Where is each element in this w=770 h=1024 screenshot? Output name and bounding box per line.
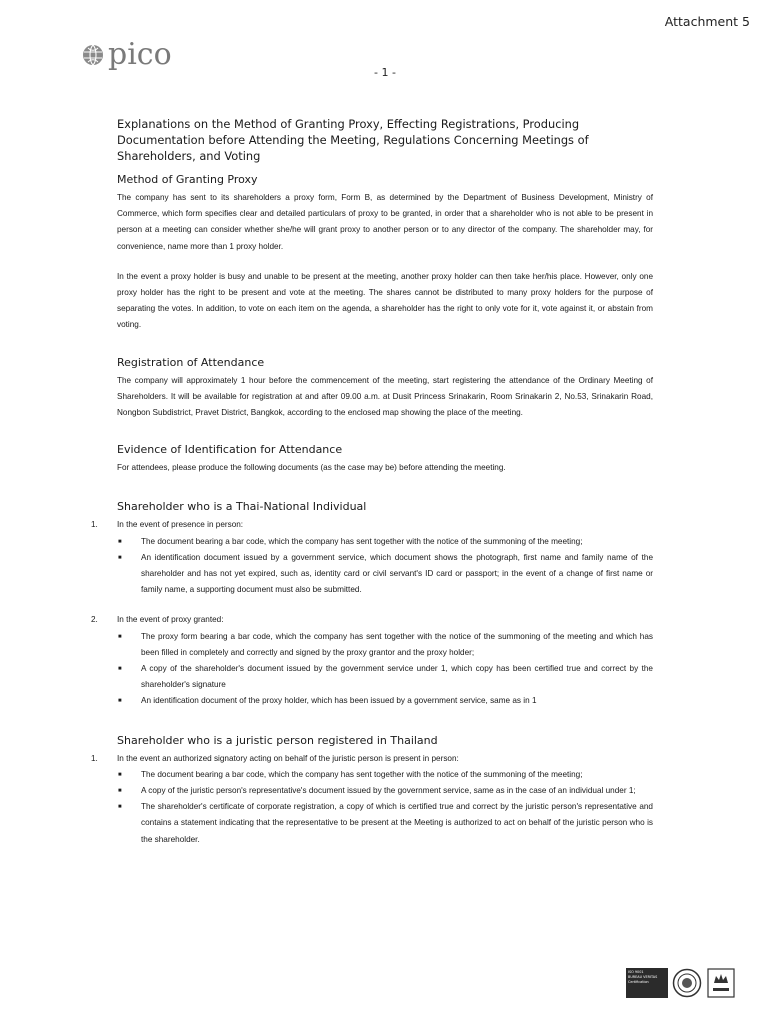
list-item [117, 550, 653, 599]
pico-globe-icon [82, 44, 104, 66]
bureau-veritas-badge [626, 968, 668, 998]
bullet-text: A copy of the juristic person's representative's document issued by the government service, same as in the case of an individual under 1; [141, 786, 636, 796]
bullet-text: A copy of the shareholder's document issued by the government service under 1, which copy has been certified true and correct by the shareholder's signature [141, 664, 653, 690]
list-item [117, 783, 653, 799]
bullet-list [117, 629, 653, 710]
square-bullet-icon: ■ [118, 698, 122, 705]
cert-line-1: ISO 9001 [628, 970, 644, 974]
list-item [117, 534, 653, 550]
item-text: In the event of proxy granted: [117, 615, 224, 625]
bullet-text: The document bearing a bar code, which the company has sent together with the notice of the summoning of the meeting; [141, 769, 583, 779]
registration-paragraph: The company will approximately 1 hour before the commencement of the meeting, start registering the attendance of the Ordinary Meeting of Shareholders. It will be available for registration at and after 09.00 a.m. at Dusit Princess Srinakarin, Room Srinakarin 2, No.53, Srinakarin Road, Nongbon Subdistrict, Pravet District, Bangkok, according to the enclosed map showing the place of the meeting. [117, 375, 653, 418]
item-text: In the event of presence in person: [117, 520, 244, 530]
document-title: Explanations on the Method of Granting Proxy, Effecting Registrations, Producing Documentation before Attending the Meeting, Regulations Concerning Meetings of Shareholders, and Voting [117, 117, 589, 163]
bullet-text: The document bearing a bar code, which the company has sent together with the notice of the summoning of the meeting; [141, 536, 583, 546]
square-bullet-icon: ■ [118, 771, 122, 778]
list-item [117, 693, 653, 709]
square-bullet-icon: ■ [118, 633, 122, 640]
page-number: - 1 - [374, 66, 396, 79]
list-item [117, 629, 653, 661]
bullet-text: The shareholder's certificate of corporate registration, a copy of which is certified true and correct by the juristic person's representative and contains a statement indicating that the representative to be present at the Meeting is authorized to act on behalf of the juristic person who is the shareholder. [141, 802, 653, 844]
thai-individual-heading: Shareholder who is a Thai-National Individual [117, 500, 367, 514]
list-item [117, 661, 653, 693]
bullet-list [117, 534, 653, 599]
evidence-heading: Evidence of Identification for Attendance [117, 443, 343, 457]
proxy-paragraph-1: The company has sent to its shareholders a proxy form, Form B, as determined by the Department of Business Development, Ministry of Commerce, which form specifies clear and detailed particulars of proxy to be granted, in order that a shareholder who is not able to be present in person at a meeting can consider whether she/he will grant proxy to another person or to any director of the company. The shareholder may, for convenience, name more than 1 proxy holder. [117, 193, 653, 251]
evidence-paragraph: For attendees, please produce the following documents (as the case may be) before attending the meeting. [117, 463, 506, 473]
square-bullet-icon: ■ [118, 538, 122, 545]
square-bullet-icon: ■ [118, 804, 122, 811]
registration-heading: Registration of Attendance [117, 355, 265, 369]
document-body [91, 116, 653, 848]
juristic-heading: Shareholder who is a juristic person registered in Thailand [117, 733, 438, 747]
list-item [91, 612, 653, 628]
bullet-text: The proxy form bearing a bar code, which the company has sent together with the notice of the summoning of the meeting and which has been filled in completely and correctly and signed by the proxy grantor and the proxy holder; [141, 631, 653, 657]
square-bullet-icon: ■ [118, 788, 122, 795]
proxy-heading: Method of Granting Proxy [117, 173, 258, 186]
bullet-text: An identification document issued by a government service, which document shows the photograph, first name and family name of the shareholder and has not yet expired, such as, identity card or civil servant's ID card or passport; in the event of a change of first name or family name, a supporting document must also be submitted. [141, 552, 653, 595]
bullet-list [117, 767, 653, 848]
cert-line-3: Certification [628, 980, 649, 984]
item-number: 1. [91, 753, 98, 763]
proxy-paragraph-2: In the event a proxy holder is busy and unable to be present at the meeting, another proxy holder can then take her/his place. However, only one proxy holder has the right to be present and vote at the meeting. The shares cannot be distributed to many proxy holders for the purpose of separating the votes. In addition, to vote on each item on the agenda, a shareholder has the right to only vote for it, vote against it, or abstain from voting. [117, 271, 653, 330]
item-number: 1. [91, 520, 98, 530]
list-item [117, 767, 653, 783]
cert-line-2: BUREAU VERITAS [628, 975, 658, 979]
list-item [91, 751, 653, 767]
square-bullet-icon: ■ [118, 666, 122, 673]
logo-text: pico [108, 37, 172, 72]
attachment-label: Attachment 5 [664, 14, 750, 29]
ukas-crown-icon [706, 967, 736, 999]
certification-seal-icon [672, 968, 702, 998]
item-text: In the event an authorized signatory acting on behalf of the juristic person is present in person: [117, 753, 459, 763]
certification-marks-icon [626, 965, 744, 1001]
item-number: 2. [91, 615, 98, 625]
list-item [117, 799, 653, 848]
square-bullet-icon: ■ [118, 554, 122, 561]
bullet-text: An identification document of the proxy holder, which has been issued by a government service, same as in 1 [141, 696, 537, 706]
list-item [91, 517, 653, 533]
